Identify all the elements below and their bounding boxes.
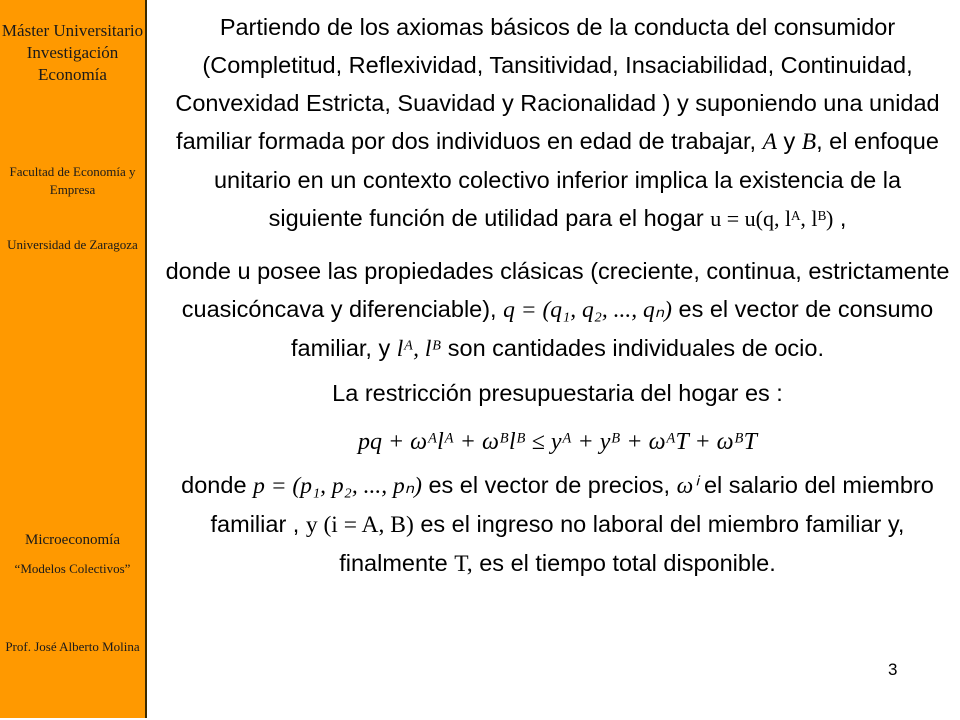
price-text: es el vector de precios,	[428, 472, 671, 498]
course-label: Microeconomía	[25, 532, 120, 548]
leisure-variables: lᴬ, lᴮ	[396, 336, 442, 362]
wage-symbol: ωⁱ	[676, 473, 698, 499]
paragraph-properties	[165, 252, 950, 368]
consumption-vector: q = (q₁, q₂, ..., qₙ)	[503, 297, 672, 323]
utility-function: u = u(q, lᴬ, lᴮ)	[710, 206, 834, 231]
conjunction: y	[783, 128, 796, 154]
time-symbol: T,	[454, 551, 473, 577]
income-text: es el ingreso no laboral del miembro familiar y, finalmente	[339, 511, 905, 576]
axioms-text: Partiendo de los axiomas básicos de la conducta del consumidor (Completitud, Reflexividad, Tansitividad, Insaciabilidad, Continuidad, Convexidad Estricta, Suavidad y Racionalidad ) y suponiendo una unidad familiar formada por dos individuos en edad de trabajar,	[175, 14, 940, 154]
paragraph-axioms	[165, 8, 950, 238]
member-b: B	[801, 129, 817, 155]
paragraph-budget	[165, 374, 950, 412]
time-text: es el tiempo total disponible.	[479, 550, 776, 576]
sidebar	[0, 0, 147, 718]
page-number: 3	[888, 660, 898, 679]
properties-text: donde u posee las propiedades clásicas (creciente, continua, estrictamente cuasicóncava y diferenciable),	[165, 258, 950, 322]
utility-intro-text: , el enfoque unitario en un contexto colectivo inferior implica la existencia de la siguiente función de utilidad para el hogar	[213, 128, 939, 231]
price-vector: p = (p₁, p₂, ..., pₙ)	[253, 473, 422, 499]
consumption-text: es el vector de consumo familiar, y	[290, 296, 934, 361]
slide-content	[165, 8, 950, 583]
program-title: Máster Universitario Investigación Economía	[1, 21, 144, 84]
paragraph-definitions	[165, 466, 950, 583]
budget-text: La restricción presupuestaria del hogar es :	[332, 380, 783, 406]
university-label: Universidad de Zaragoza	[7, 237, 138, 252]
definitions-start: donde	[181, 472, 247, 498]
trailing-comma: ,	[839, 205, 847, 231]
income-symbol: y (i = A, B)	[305, 512, 414, 538]
professor-label: Prof. José Alberto Molina	[5, 639, 140, 654]
member-a: A	[762, 129, 777, 155]
topic-label: “Modelos Colectivos”	[14, 561, 131, 576]
leisure-text: son cantidades individuales de ocio.	[447, 335, 825, 361]
budget-constraint-formula: pq + ωᴬlᴬ + ωᴮlᴮ ≤ yᴬ + yᴮ + ωᴬT + ωᴮT	[357, 429, 758, 455]
faculty-label: Facultad de Economía y Empresa	[9, 164, 136, 197]
wage-text: el salario del miembro familiar ,	[210, 472, 934, 537]
